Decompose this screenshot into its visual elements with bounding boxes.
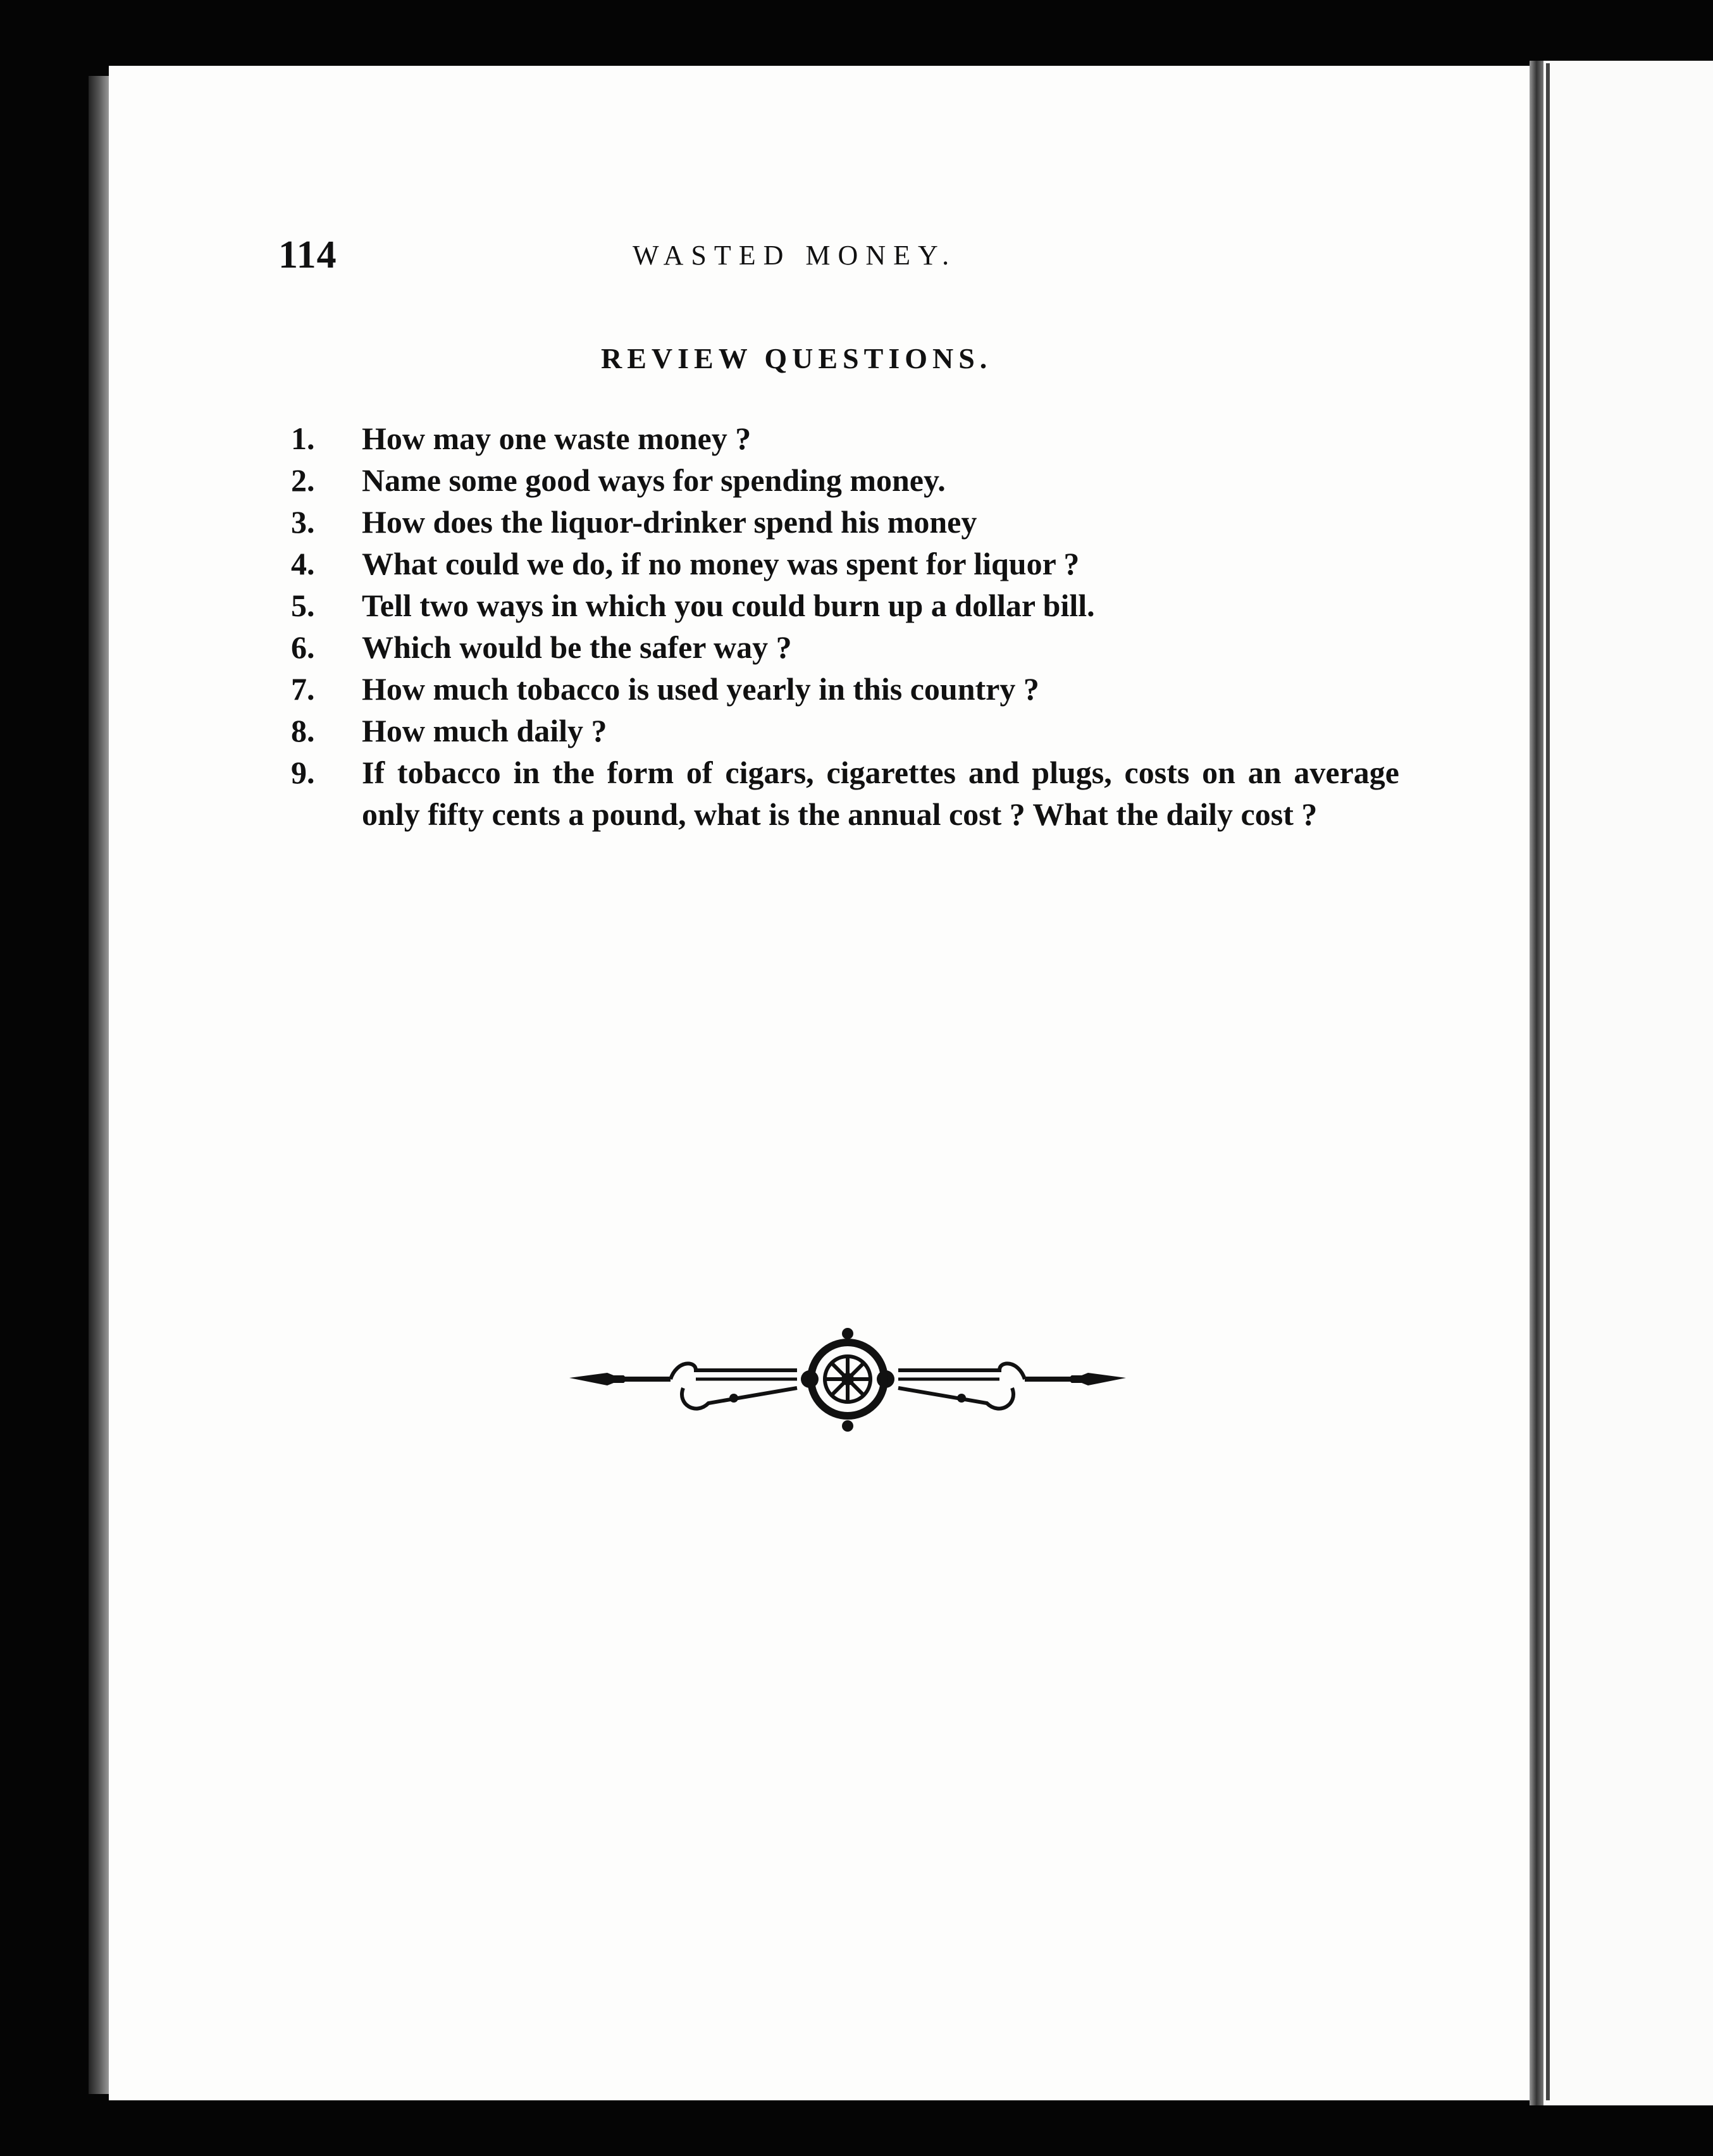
question-text: Tell two ways in which you could burn up a dollar bill. bbox=[362, 588, 1095, 623]
question-text: If tobacco in the form of cigars, cigarettes and plugs, costs on an average only fifty cents a pound, what is the annual cost ? What the daily cost ? bbox=[362, 755, 1399, 832]
question-text: What could we do, if no money was spent for liquor ? bbox=[362, 546, 1080, 581]
question-number: 6. bbox=[291, 629, 315, 665]
question-number: 5. bbox=[291, 588, 315, 623]
question-item bbox=[291, 626, 1392, 668]
question-item bbox=[291, 668, 1392, 710]
question-number: 3. bbox=[291, 504, 315, 540]
ornamental-divider-icon bbox=[569, 1322, 1126, 1436]
question-number: 9. bbox=[291, 755, 315, 790]
question-number: 7. bbox=[291, 671, 315, 707]
review-questions-list bbox=[291, 418, 1399, 835]
facing-page-edge bbox=[1543, 61, 1713, 2105]
question-item bbox=[291, 501, 1392, 543]
question-number: 2. bbox=[291, 462, 315, 498]
question-text: How does the liquor-drinker spend his money bbox=[362, 504, 977, 540]
running-head: WASTED MONEY. bbox=[633, 240, 957, 271]
question-number: 1. bbox=[291, 421, 315, 456]
question-text: How may one waste money ? bbox=[362, 421, 751, 456]
question-number: 8. bbox=[291, 713, 315, 748]
question-text: Which would be the safer way ? bbox=[362, 629, 792, 665]
question-text: How much daily ? bbox=[362, 713, 607, 748]
question-item bbox=[291, 710, 1392, 752]
facing-page-rule bbox=[1546, 63, 1550, 2100]
page-gutter bbox=[1530, 61, 1543, 2105]
section-title: REVIEW QUESTIONS. bbox=[601, 342, 993, 375]
question-number: 4. bbox=[291, 546, 315, 581]
question-item bbox=[291, 752, 1399, 835]
question-text: Name some good ways for spending money. bbox=[362, 462, 946, 498]
question-text: How much tobacco is used yearly in this country ? bbox=[362, 671, 1039, 707]
question-item bbox=[291, 585, 1392, 626]
question-item bbox=[291, 543, 1392, 585]
question-item bbox=[291, 459, 1392, 501]
page-number: 114 bbox=[278, 233, 337, 276]
question-item bbox=[291, 418, 1392, 459]
